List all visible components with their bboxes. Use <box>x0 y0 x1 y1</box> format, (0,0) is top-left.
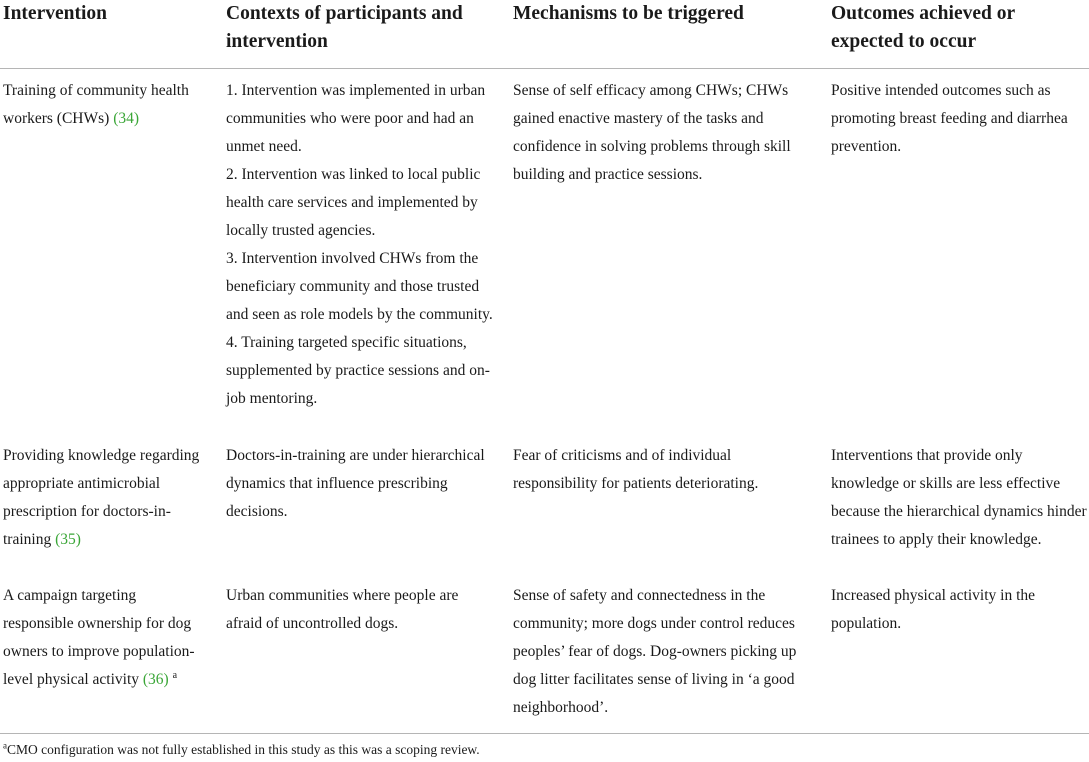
reference-link[interactable]: (34) <box>113 110 140 127</box>
intervention-text: A campaign targeting responsible ownership for dog owners to improve population-level physical activity <box>3 587 195 688</box>
footnote-mark: a <box>3 740 7 751</box>
mechanisms-cell: Sense of self efficacy among CHWs; CHWs gained enactive mastery of the tasks and confidence in solving problems through skill building and practice sessions. <box>513 82 791 183</box>
table-bottom-rule <box>0 733 1089 734</box>
header-outcomes: Outcomes achieved or expected to occur <box>831 3 1015 52</box>
header-mechanisms: Mechanisms to be triggered <box>513 3 744 24</box>
reference-link[interactable]: (35) <box>55 531 81 548</box>
mechanisms-cell: Fear of criticisms and of individual responsibility for patients deteriorating. <box>513 447 759 492</box>
context-item: Doctors-in-training are under hierarchical dynamics that influence prescribing decisions. <box>226 447 485 520</box>
intervention-text: Training of community health workers (CHWs) <box>3 82 189 127</box>
context-item: 1. Intervention was implemented in urban communities who were poor and had an unmet need. <box>226 82 486 155</box>
intervention-cell <box>3 442 208 554</box>
header-contexts: Contexts of participants and intervention <box>226 3 463 52</box>
contexts-cell <box>226 77 494 413</box>
mechanisms-cell: Sense of safety and connectedness in the community; more dogs under control reduces peoples’ fear of dogs. Dog-owners picking up dog litter facilitates sense of living in ‘a good neighborhood’. <box>513 587 797 716</box>
context-item: 2. Intervention was linked to local public health care services and implemented by locally trusted agencies. <box>226 166 481 239</box>
reference-link[interactable]: (36) <box>142 671 169 688</box>
intervention-text: Providing knowledge regarding appropriate antimicrobial prescription for doctors-in-training <box>3 447 200 548</box>
intervention-cell <box>3 582 208 694</box>
contexts-cell <box>226 442 494 526</box>
outcomes-cell: Increased physical activity in the population. <box>831 587 1036 632</box>
contexts-cell <box>226 582 494 638</box>
header-intervention: Intervention <box>3 3 107 24</box>
outcomes-cell: Interventions that provide only knowledge or skills are less effective because the hierarchical dynamics hinder trainees to apply their knowledge. <box>831 447 1087 548</box>
context-item: Urban communities where people are afraid of uncontrolled dogs. <box>226 587 459 632</box>
table-header <box>0 0 1089 69</box>
table-footnote <box>3 741 480 759</box>
intervention-cell <box>3 77 208 133</box>
context-item: 4. Training targeted specific situations, supplemented by practice sessions and on-job mentoring. <box>226 334 490 407</box>
outcomes-cell: Positive intended outcomes such as promoting breast feeding and diarrhea prevention. <box>831 82 1068 155</box>
footnote-marker: a <box>172 669 178 681</box>
footnote-text: CMO configuration was not fully established in this study as this was a scoping review. <box>7 742 480 757</box>
context-item: 3. Intervention involved CHWs from the beneficiary community and those trusted and seen as role models by the community. <box>226 250 493 323</box>
